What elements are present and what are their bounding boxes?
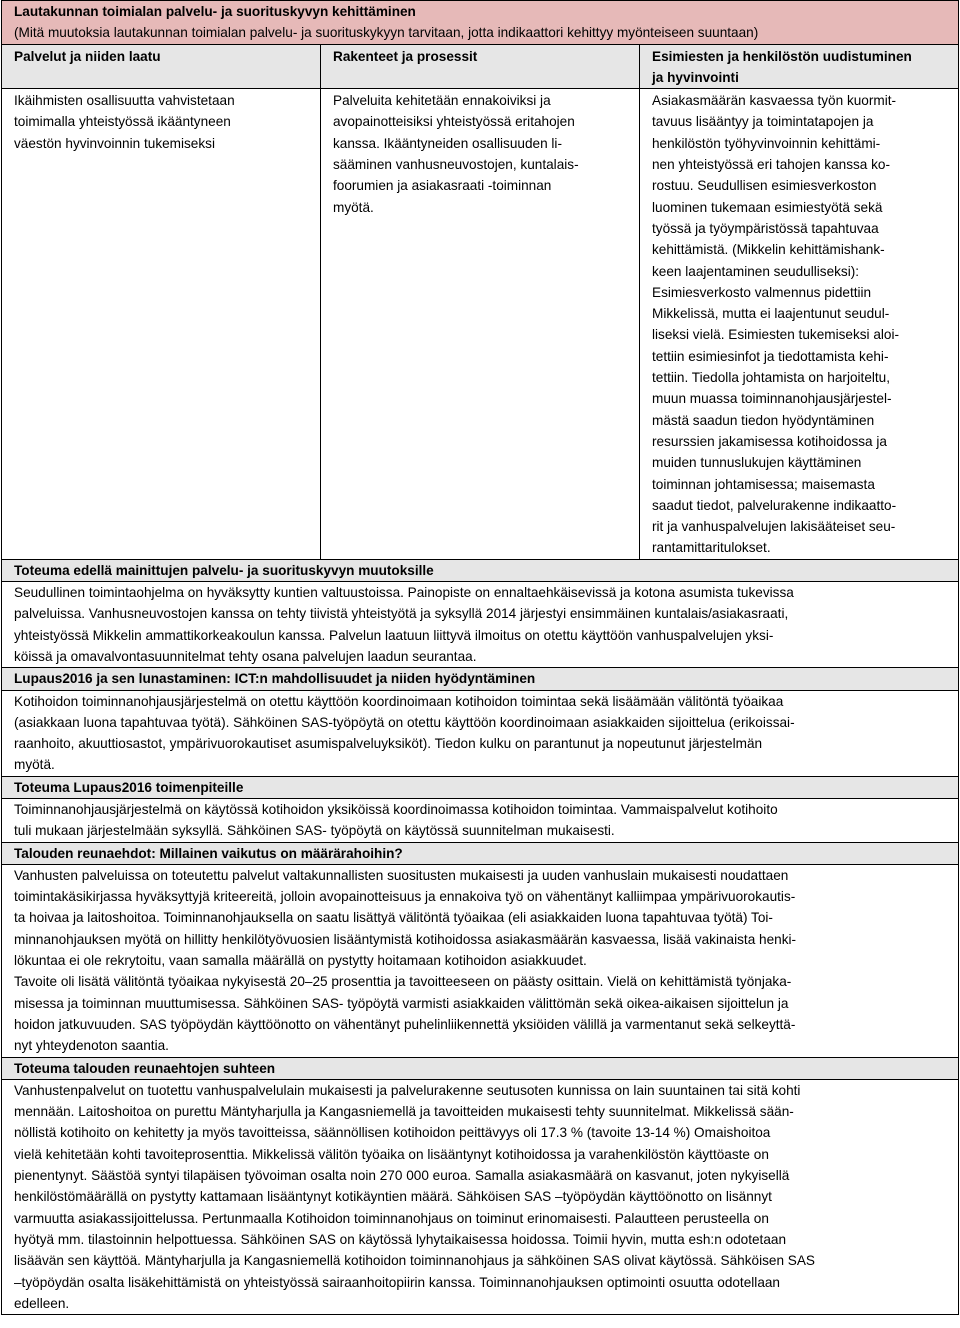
staff-line: resurssien jakamisessa kotihoidossa ja <box>652 433 887 449</box>
section-body-row <box>2 798 959 842</box>
section-line: Kotihoidon toiminnanohjausjärjestelmä on otettu käyttöön koordinoimaan kotihoidon toimintaa sekä lisäämään välitöntä työaikaa <box>14 693 784 709</box>
section-line: –työpöydän osalta lisäkehittämistä on yhteistyössä sairaanhoitopiirin kanssa. Toiminnanohjauksen optimointi osuutta odotellaan <box>14 1274 780 1290</box>
structures-line: sääminen vanhusneuvostojen, kuntalais- <box>333 157 579 173</box>
column-header-services: Palvelut ja niiden laatu <box>2 44 321 89</box>
section-heading-row <box>2 842 959 864</box>
section-line: raanhoito, akuuttiosastot, ympärivuorokautiset asumispalveluyksiköt). Tiedon kulku on parantunut ja nopeutunut järjestelmän <box>14 736 763 752</box>
section-line: (asiakkaan luona tapahtuvaa työtä). Sähköinen SAS-työpöytä on otettu käyttöön koordinoimaan asiakkaiden sijoittelua (erikoissai- <box>14 714 795 730</box>
staff-line: saadut tiedot, palvelurakenne indikaatto- <box>652 497 897 513</box>
section-body <box>2 798 959 842</box>
section-heading: Lupaus2016 ja sen lunastaminen: ICT:n mahdollisuudet ja niiden hyödyntäminen <box>2 668 959 690</box>
column-header-staff-line2: ja hyvinvointi <box>652 69 739 85</box>
column-header-structures: Rakenteet ja prosessit <box>321 44 640 89</box>
services-cell <box>2 89 321 560</box>
services-line: toimimalla yhteistyössä ikääntyneen <box>14 114 231 130</box>
structures-line: foorumien ja asiakasraati -toiminnan <box>333 178 552 194</box>
staff-line: rit ja vanhuspalvelujen lakisääteiset seu- <box>652 519 896 535</box>
section-line: vielä kehitetään kohti tavoiteprosenttia. Mikkelissä välitön työaika on lisääntynyt kotihoidossa ja varahenkilöstön käyttöaste on <box>14 1146 769 1162</box>
section-heading: Toteuma talouden reunaehtojen suhteen <box>2 1057 959 1079</box>
content-row <box>2 89 959 560</box>
staff-line: nen yhteistyössä eri tahojen kanssa ko- <box>652 157 891 173</box>
section-line: myötä. <box>14 757 55 773</box>
staff-line: liseksi vielä. Esimiesten tukemiseksi aloi- <box>652 327 900 343</box>
structures-cell <box>321 89 640 560</box>
section-heading-row <box>2 1057 959 1079</box>
section-line: Tavoite oli lisätä välitöntä työaikaa nykyisestä 20–25 prosenttia ja tavoitteeseen on päästy osittain. Vielä on kehittämistä työnjaka- <box>14 974 792 990</box>
section-line: tuli mukaan järjestelmään syksyllä. Sähköinen SAS- työpöytä on käytössä suunnitelman mukaisesti. <box>14 823 615 839</box>
section-line: lökuntaa ei ole rekrytoitu, vaan samalla määrällä on pystytty hoitamaan kotihoidon asiakkuudet. <box>14 953 587 969</box>
section-line: palveluissa. Vanhusneuvostojen kanssa on tehty tiivistä yhteistyötä ja syksyllä 2014 järjestyi ensimmäinen kuntalais/asiakasraati, <box>14 606 789 622</box>
section-heading: Toteuma Lupaus2016 toimenpiteille <box>2 776 959 798</box>
staff-line: mästä saadun tiedon hyödyntäminen <box>652 412 875 428</box>
staff-line: kehittämistä. (Mikkelin kehittämishank- <box>652 242 885 258</box>
section-heading: Talouden reunaehdot: Millainen vaikutus on määrärahoihin? <box>2 842 959 864</box>
section-line: lisäävän sen käyttöä. Mäntyharjulla ja Kangasniemellä kotihoidon toiminnanohjaus ja sähköinen SAS olivat käytössä. Sähköisen SAS <box>14 1253 815 1269</box>
staff-line: muiden tunnuslukujen käyttäminen <box>652 455 862 471</box>
section-body-row <box>2 1079 959 1314</box>
staff-line: henkilöstön työhyvinvoinnin kehittämi- <box>652 135 881 151</box>
staff-line: keen laajentaminen seudulliseksi): <box>652 263 860 279</box>
section-heading-row <box>2 776 959 798</box>
section-line: nyt yhteydenoton saantia. <box>14 1038 169 1054</box>
section-line: yhteistyössä Mikkelin ammattikorkeakoulun kanssa. Palvelun laatuun liittyvä ilmoitus on otettu käyttöön vanhuspalvelujen yksi- <box>14 627 774 643</box>
staff-line: rantamittaritulokset. <box>652 540 771 556</box>
staff-line: rostuu. Seudullisen esimiesverkoston <box>652 178 877 194</box>
section-line: ta hoivaa ja laitoshoitoa. Toiminnanohjauksella on saatu lisättyä välitöntä työaikaa (eli asiakkaiden luona tapahtuvaa työtä) Toi- <box>14 910 773 926</box>
header-row <box>2 1 959 45</box>
staff-line: tettiin esimiesinfot ja tiedottamista kehi- <box>652 348 889 364</box>
section-body-row <box>2 582 959 668</box>
section-body-row <box>2 864 959 1057</box>
header-cell <box>2 1 959 45</box>
section-line: nöllistä kotihoito on kehitetty ja myös tavoitteissa, säännöllisen kotihoidon peittävyys oli 17.3 % (tavoite 13-14 %) Omaishoitoa <box>14 1125 771 1141</box>
section-heading: Toteuma edellä mainittujen palvelu- ja suorituskyvyn muutoksille <box>2 559 959 581</box>
staff-line: työssä ja työympäristössä tapahtuvaa <box>652 220 879 236</box>
structures-line: myötä. <box>333 199 374 215</box>
staff-line: Asiakasmäärän kasvaessa työn kuormit- <box>652 93 897 109</box>
section-line: mennään. Laitoshoitoa on purettu Mäntyharjulla ja Kangasniemellä ja tavoitteiden mukaisesti tehty suunnitelmat. Mikkelissä sään- <box>14 1104 794 1120</box>
section-line: Vanhusten palveluissa on toteutettu palvelut valtakunnallisten suositusten mukaisesti ja uuden vanhuslain mukaisesti noudattaen <box>14 867 789 883</box>
section-line: hoidon jatkuvuuden. SAS työpöydän käyttöönotto on vähentänyt puhelinliikennettä yksiöiden välillä ja varmentanut sekä selkeyttä- <box>14 1016 796 1032</box>
section-line: varmuutta asiakassijoittelussa. Pertunmaalla Kotihoidon toiminnanohjaus on toiminut erinomaisesti. Palautteen perusteella on <box>14 1210 769 1226</box>
section-heading-row <box>2 559 959 581</box>
staff-line: Mikkelissä, mutta ei laajentunut seudul- <box>652 306 890 322</box>
section-line: misessa ja toiminnan muuttumisessa. Sähköinen SAS- työpöytä varmisti asiakkaiden välittömän sekä oikea-aikaisen sijoittelun ja <box>14 995 789 1011</box>
column-header-staff-line1: Esimiesten ja henkilöstön uudistuminen <box>652 48 912 64</box>
structures-line: Palveluita kehitetään ennakoiviksi ja <box>333 93 551 109</box>
staff-line: toiminnan johtamisessa; maisemasta <box>652 476 875 492</box>
section-body <box>2 690 959 776</box>
section-body <box>2 864 959 1057</box>
staff-line: luominen tukemaan esimiestyötä sekä <box>652 199 883 215</box>
services-line: väestön hyvinvoinnin tukemiseksi <box>14 135 215 151</box>
staff-cell <box>640 89 959 560</box>
section-line: edelleen. <box>14 1295 70 1311</box>
staff-line: tettiin. Tiedolla johtamista on harjoiteltu, <box>652 370 891 386</box>
section-line: toimintakäsikirjassa hyväksyttyjä kriteereitä, jolloin avopainotteisuus ja ennakoiva työ on vähentänyt kalliimpaa ympärivuorokautis- <box>14 889 796 905</box>
services-line: Ikäihmisten osallisuutta vahvistetaan <box>14 93 235 109</box>
section-line: Vanhustenpalvelut on tuotettu vanhuspalvelulain mukaisesti ja palvelurakenne seutusoten kunnissa on lain suuntainen tai sitä kohti <box>14 1082 801 1098</box>
document-subtitle: (Mitä muutoksia lautakunnan toimialan palvelu- ja suorituskykyyn tarvitaan, jotta indikaattori kehittyy myönteiseen suuntaan) <box>14 25 759 41</box>
section-line: henkilöstömäärällä on pystytty kattamaan lisääntynyt kotikäyntien määrä. Sähköisen SAS –työpöydän käyttöönotto on lisännyt <box>14 1189 772 1205</box>
section-heading-row <box>2 668 959 690</box>
section-body-row <box>2 690 959 776</box>
structures-line: kanssa. Ikääntyneiden osallisuuden li- <box>333 135 562 151</box>
section-line: Toiminnanohjausjärjestelmä on käytössä kotihoidon yksiköissä koordinoimassa kotihoidon toimintaa. Vammaispalvelut kotihoito <box>14 801 778 817</box>
column-header-staff <box>640 44 959 89</box>
column-header-row <box>2 44 959 89</box>
section-body <box>2 1079 959 1314</box>
section-body <box>2 582 959 668</box>
development-table <box>1 0 959 1315</box>
structures-line: avopainotteisiksi yhteistyössä eritahojen <box>333 114 575 130</box>
section-line: köissä ja omavalvontasuunnitelmat tehty osana palvelujen laadun seurantaa. <box>14 648 477 664</box>
staff-line: tavuus lisääntyy ja toimintatapojen ja <box>652 114 874 130</box>
section-line: Seudullinen toimintaohjelma on hyväksytty kuntien valtuustoissa. Painopiste on ennaltaehkäisevissä ja kotona asumista tukevissa <box>14 585 794 601</box>
section-line: minnanohjauksen myötä on hillitty henkilötyövuosien lisääntymistä kotihoidossa asiakasmäärän kasvaessa, lisää vakinaista henki- <box>14 931 797 947</box>
staff-line: Esimiesverkosto valmennus pidettiin <box>652 284 872 300</box>
document-title: Lautakunnan toimialan palvelu- ja suorituskyvyn kehittäminen <box>14 4 416 19</box>
section-line: hyötyä mm. tilastoinnin helpottuessa. Sähköinen SAS on käytössä lyhytaikaisessa hoidossa. Toimii hyvin, mutta esh:n odotetaan <box>14 1231 787 1247</box>
section-line: pienentynyt. Säästöä syntyi tilapäisen työvoiman osalta noin 270 000 euroa. Samalla asiakasmäärä on kasvanut, joten nykyisellä <box>14 1168 790 1184</box>
staff-line: muun muassa toiminnanohjausjärjestel- <box>652 391 892 407</box>
